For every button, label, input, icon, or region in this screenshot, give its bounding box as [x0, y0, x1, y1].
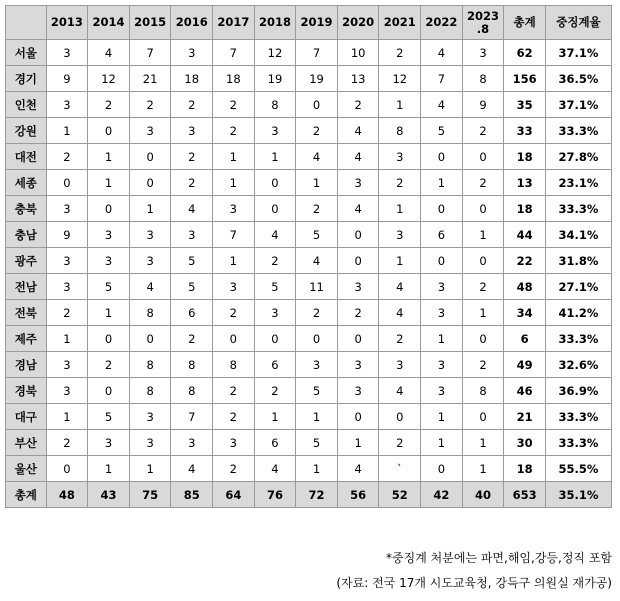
year-value-cell: 0: [46, 456, 88, 482]
region-cell: 광주: [6, 248, 47, 274]
year-value-cell: 0: [213, 326, 255, 352]
year-value-cell: 2: [296, 118, 338, 144]
year-value-cell: 1: [213, 144, 255, 170]
total-cell: 48: [504, 274, 546, 300]
year-value-cell: 1: [46, 118, 88, 144]
table-row: [6, 170, 612, 196]
region-cell: 전북: [6, 300, 47, 326]
year-value-cell: 2: [46, 300, 88, 326]
year-value-cell: 0: [421, 144, 463, 170]
table-row: [6, 430, 612, 456]
region-cell: 부산: [6, 430, 47, 456]
year-value-cell: 52: [379, 482, 421, 508]
year-value-cell: 18: [213, 66, 255, 92]
year-value-cell: 0: [421, 456, 463, 482]
table-row: [6, 300, 612, 326]
year-value-cell: 2: [462, 170, 504, 196]
year-value-cell: 5: [171, 274, 213, 300]
total-cell: 46: [504, 378, 546, 404]
year-value-cell: 4: [379, 300, 421, 326]
year-value-cell: 1: [88, 456, 130, 482]
year-value-cell: 3: [171, 222, 213, 248]
table-row: [6, 222, 612, 248]
year-value-cell: 0: [421, 248, 463, 274]
region-cell: 경북: [6, 378, 47, 404]
year-value-cell: 3: [421, 300, 463, 326]
discipline-table: [5, 5, 612, 508]
table-row: [6, 456, 612, 482]
year-value-cell: 3: [421, 274, 463, 300]
year-value-cell: 2: [213, 456, 255, 482]
year-value-cell: 8: [462, 378, 504, 404]
year-value-cell: 6: [421, 222, 463, 248]
year-value-cell: 8: [129, 378, 171, 404]
year-value-cell: 2: [88, 92, 130, 118]
year-value-cell: 0: [129, 144, 171, 170]
year-value-cell: 1: [88, 144, 130, 170]
year-value-cell: 2: [462, 352, 504, 378]
table-row: [6, 144, 612, 170]
year-value-cell: 1: [379, 248, 421, 274]
year-value-cell: 1: [88, 300, 130, 326]
year-value-cell: 1: [296, 456, 338, 482]
total-cell: 21: [504, 404, 546, 430]
rate-cell: 35.1%: [545, 482, 611, 508]
column-header: 2013: [46, 6, 88, 40]
year-value-cell: 2: [213, 92, 255, 118]
year-value-cell: 12: [88, 66, 130, 92]
year-value-cell: 0: [462, 404, 504, 430]
year-value-cell: 1: [213, 170, 255, 196]
grand-total-row: [6, 482, 612, 508]
year-value-cell: 11: [296, 274, 338, 300]
year-value-cell: 3: [46, 40, 88, 66]
year-value-cell: 4: [337, 456, 379, 482]
year-value-cell: 4: [88, 40, 130, 66]
table-row: [6, 66, 612, 92]
year-value-cell: 8: [254, 92, 296, 118]
year-value-cell: 0: [129, 326, 171, 352]
year-value-cell: 7: [296, 40, 338, 66]
year-value-cell: 5: [171, 248, 213, 274]
year-value-cell: 0: [462, 248, 504, 274]
year-value-cell: 3: [213, 274, 255, 300]
total-cell: 13: [504, 170, 546, 196]
year-value-cell: 10: [337, 40, 379, 66]
year-value-cell: 9: [462, 92, 504, 118]
total-cell: 49: [504, 352, 546, 378]
table-row: [6, 274, 612, 300]
year-value-cell: 3: [213, 430, 255, 456]
year-value-cell: 0: [462, 326, 504, 352]
total-cell: 653: [504, 482, 546, 508]
year-value-cell: 3: [337, 274, 379, 300]
year-value-cell: 12: [254, 40, 296, 66]
year-value-cell: 1: [254, 404, 296, 430]
year-value-cell: 4: [171, 196, 213, 222]
year-value-cell: 3: [46, 352, 88, 378]
year-value-cell: 0: [337, 222, 379, 248]
year-value-cell: 2: [296, 196, 338, 222]
year-value-cell: 2: [296, 300, 338, 326]
year-value-cell: 2: [213, 118, 255, 144]
header-row: [6, 6, 612, 40]
total-cell: 6: [504, 326, 546, 352]
year-value-cell: 1: [213, 248, 255, 274]
year-value-cell: 3: [129, 430, 171, 456]
year-value-cell: 7: [421, 66, 463, 92]
year-value-cell: 1: [296, 404, 338, 430]
year-value-cell: 8: [171, 378, 213, 404]
year-value-cell: 1: [129, 196, 171, 222]
year-value-cell: 4: [129, 274, 171, 300]
column-header: 2021: [379, 6, 421, 40]
year-value-cell: 1: [462, 300, 504, 326]
year-value-cell: 4: [421, 40, 463, 66]
year-value-cell: 0: [46, 170, 88, 196]
year-value-cell: 72: [296, 482, 338, 508]
year-value-cell: 2: [462, 118, 504, 144]
year-value-cell: 3: [379, 144, 421, 170]
total-cell: 18: [504, 196, 546, 222]
column-header: 중징계율: [545, 6, 611, 40]
table-row: [6, 248, 612, 274]
year-value-cell: 5: [296, 222, 338, 248]
year-value-cell: 4: [296, 144, 338, 170]
year-value-cell: 3: [129, 222, 171, 248]
year-value-cell: 2: [379, 170, 421, 196]
year-value-cell: 0: [88, 196, 130, 222]
year-value-cell: 4: [254, 222, 296, 248]
year-value-cell: 4: [337, 118, 379, 144]
region-cell: 강원: [6, 118, 47, 144]
rate-cell: 27.1%: [545, 274, 611, 300]
total-cell: 62: [504, 40, 546, 66]
region-cell: 경기: [6, 66, 47, 92]
year-value-cell: 8: [213, 352, 255, 378]
rate-cell: 36.5%: [545, 66, 611, 92]
year-value-cell: 19: [254, 66, 296, 92]
region-cell: 인천: [6, 92, 47, 118]
year-value-cell: 3: [129, 248, 171, 274]
region-cell: 제주: [6, 326, 47, 352]
year-value-cell: 2: [379, 430, 421, 456]
year-value-cell: 3: [46, 92, 88, 118]
year-value-cell: 8: [129, 352, 171, 378]
rate-cell: 41.2%: [545, 300, 611, 326]
year-value-cell: 4: [171, 456, 213, 482]
total-cell: 156: [504, 66, 546, 92]
year-value-cell: 4: [296, 248, 338, 274]
table-body: [6, 40, 612, 508]
year-value-cell: 6: [254, 430, 296, 456]
year-value-cell: 5: [421, 118, 463, 144]
year-value-cell: 0: [337, 404, 379, 430]
rate-cell: 33.3%: [545, 430, 611, 456]
year-value-cell: 0: [88, 326, 130, 352]
year-value-cell: 7: [213, 222, 255, 248]
total-cell: 30: [504, 430, 546, 456]
column-header: 2016: [171, 6, 213, 40]
year-value-cell: 18: [171, 66, 213, 92]
year-value-cell: 1: [462, 430, 504, 456]
region-cell: 세종: [6, 170, 47, 196]
year-value-cell: 3: [129, 404, 171, 430]
year-value-cell: 0: [254, 196, 296, 222]
year-value-cell: 9: [46, 222, 88, 248]
year-value-cell: 85: [171, 482, 213, 508]
year-value-cell: 21: [129, 66, 171, 92]
year-value-cell: 3: [421, 378, 463, 404]
year-value-cell: 1: [421, 430, 463, 456]
year-value-cell: 1: [46, 404, 88, 430]
year-value-cell: 3: [171, 40, 213, 66]
year-value-cell: 2: [462, 274, 504, 300]
year-value-cell: 2: [129, 92, 171, 118]
year-value-cell: 5: [296, 430, 338, 456]
table-row: [6, 378, 612, 404]
year-value-cell: 13: [337, 66, 379, 92]
region-cell: 전남: [6, 274, 47, 300]
column-header: 총계: [504, 6, 546, 40]
total-cell: 35: [504, 92, 546, 118]
year-value-cell: 1: [379, 196, 421, 222]
year-value-cell: 0: [462, 144, 504, 170]
year-value-cell: 1: [462, 456, 504, 482]
year-value-cell: 2: [254, 248, 296, 274]
year-value-cell: 40: [462, 482, 504, 508]
footnote: *중징계 처분에는 파면,해임,강등,정직 포함: [386, 551, 612, 565]
year-value-cell: 2: [337, 92, 379, 118]
year-value-cell: 1: [46, 326, 88, 352]
column-header: 2022: [421, 6, 463, 40]
year-value-cell: 7: [213, 40, 255, 66]
year-value-cell: 4: [337, 196, 379, 222]
region-cell: 총계: [6, 482, 47, 508]
column-header: 2023 .8: [462, 6, 504, 40]
rate-cell: 33.3%: [545, 404, 611, 430]
rate-cell: 33.3%: [545, 326, 611, 352]
year-value-cell: 0: [88, 378, 130, 404]
column-header: 2014: [88, 6, 130, 40]
year-value-cell: 4: [337, 144, 379, 170]
year-value-cell: 1: [421, 170, 463, 196]
total-cell: 33: [504, 118, 546, 144]
table-row: [6, 40, 612, 66]
year-value-cell: 4: [421, 92, 463, 118]
table-row: [6, 92, 612, 118]
year-value-cell: 6: [254, 352, 296, 378]
year-value-cell: 5: [88, 404, 130, 430]
year-value-cell: 3: [337, 378, 379, 404]
year-value-cell: 3: [421, 352, 463, 378]
year-value-cell: 3: [88, 248, 130, 274]
rate-cell: 34.1%: [545, 222, 611, 248]
rate-cell: 32.6%: [545, 352, 611, 378]
year-value-cell: 9: [46, 66, 88, 92]
year-value-cell: 3: [296, 352, 338, 378]
rate-cell: 37.1%: [545, 92, 611, 118]
rate-cell: 27.8%: [545, 144, 611, 170]
year-value-cell: 3: [88, 430, 130, 456]
year-value-cell: 64: [213, 482, 255, 508]
total-cell: 18: [504, 144, 546, 170]
year-value-cell: 2: [213, 378, 255, 404]
year-value-cell: 3: [46, 378, 88, 404]
year-value-cell: 0: [254, 326, 296, 352]
year-value-cell: 2: [213, 300, 255, 326]
year-value-cell: `: [379, 456, 421, 482]
year-value-cell: 1: [88, 170, 130, 196]
year-value-cell: 3: [213, 196, 255, 222]
year-value-cell: 0: [421, 196, 463, 222]
year-value-cell: 1: [421, 326, 463, 352]
year-value-cell: 7: [129, 40, 171, 66]
total-cell: 18: [504, 456, 546, 482]
year-value-cell: 2: [337, 300, 379, 326]
year-value-cell: 75: [129, 482, 171, 508]
year-value-cell: 3: [254, 300, 296, 326]
year-value-cell: 1: [296, 170, 338, 196]
year-value-cell: 8: [379, 118, 421, 144]
year-value-cell: 3: [337, 170, 379, 196]
region-cell: 대구: [6, 404, 47, 430]
year-value-cell: 1: [421, 404, 463, 430]
year-value-cell: 0: [337, 326, 379, 352]
year-value-cell: 1: [129, 456, 171, 482]
year-value-cell: 7: [171, 404, 213, 430]
year-value-cell: 5: [254, 274, 296, 300]
year-value-cell: 3: [379, 222, 421, 248]
year-value-cell: 2: [213, 404, 255, 430]
year-value-cell: 1: [254, 144, 296, 170]
year-value-cell: 2: [171, 170, 213, 196]
table-row: [6, 326, 612, 352]
region-cell: 울산: [6, 456, 47, 482]
year-value-cell: 3: [88, 222, 130, 248]
year-value-cell: 42: [421, 482, 463, 508]
year-value-cell: 0: [296, 92, 338, 118]
region-cell: 경남: [6, 352, 47, 378]
year-value-cell: 43: [88, 482, 130, 508]
rate-cell: 33.3%: [545, 118, 611, 144]
year-value-cell: 2: [88, 352, 130, 378]
year-value-cell: 6: [171, 300, 213, 326]
table-row: [6, 196, 612, 222]
year-value-cell: 0: [254, 170, 296, 196]
rate-cell: 55.5%: [545, 456, 611, 482]
year-value-cell: 76: [254, 482, 296, 508]
rate-cell: 31.8%: [545, 248, 611, 274]
region-cell: 충북: [6, 196, 47, 222]
year-value-cell: 0: [379, 404, 421, 430]
rate-cell: 37.1%: [545, 40, 611, 66]
year-value-cell: 3: [254, 118, 296, 144]
year-value-cell: 2: [46, 430, 88, 456]
year-value-cell: 8: [129, 300, 171, 326]
column-header: 2017: [213, 6, 255, 40]
total-cell: 44: [504, 222, 546, 248]
year-value-cell: 2: [171, 326, 213, 352]
year-value-cell: 2: [379, 326, 421, 352]
column-header: 2018: [254, 6, 296, 40]
year-value-cell: 19: [296, 66, 338, 92]
source-note: (자료: 전국 17개 시도교육청, 강득구 의원실 재가공): [336, 576, 612, 590]
year-value-cell: 2: [171, 92, 213, 118]
year-value-cell: 8: [462, 66, 504, 92]
year-value-cell: 4: [379, 378, 421, 404]
column-header: 2015: [129, 6, 171, 40]
year-value-cell: 5: [88, 274, 130, 300]
table-row: [6, 352, 612, 378]
year-value-cell: 0: [88, 118, 130, 144]
year-value-cell: 3: [379, 352, 421, 378]
year-value-cell: 2: [46, 144, 88, 170]
year-value-cell: 56: [337, 482, 379, 508]
header-corner: [6, 6, 47, 40]
year-value-cell: 1: [379, 92, 421, 118]
rate-cell: 36.9%: [545, 378, 611, 404]
year-value-cell: 4: [379, 274, 421, 300]
year-value-cell: 12: [379, 66, 421, 92]
region-cell: 서울: [6, 40, 47, 66]
year-value-cell: 3: [46, 196, 88, 222]
region-cell: 충남: [6, 222, 47, 248]
column-header: 2019: [296, 6, 338, 40]
region-cell: 대전: [6, 144, 47, 170]
year-value-cell: 2: [171, 144, 213, 170]
table-row: [6, 404, 612, 430]
year-value-cell: 3: [171, 430, 213, 456]
year-value-cell: 3: [129, 118, 171, 144]
year-value-cell: 0: [296, 326, 338, 352]
year-value-cell: 3: [46, 274, 88, 300]
rate-cell: 33.3%: [545, 196, 611, 222]
year-value-cell: 1: [462, 222, 504, 248]
table-row: [6, 118, 612, 144]
column-header: 2020: [337, 6, 379, 40]
year-value-cell: 3: [171, 118, 213, 144]
year-value-cell: 0: [129, 170, 171, 196]
year-value-cell: 5: [296, 378, 338, 404]
total-cell: 22: [504, 248, 546, 274]
total-cell: 34: [504, 300, 546, 326]
year-value-cell: 48: [46, 482, 88, 508]
year-value-cell: 3: [462, 40, 504, 66]
year-value-cell: 0: [337, 248, 379, 274]
year-value-cell: 2: [379, 40, 421, 66]
year-value-cell: 4: [254, 456, 296, 482]
year-value-cell: 3: [46, 248, 88, 274]
year-value-cell: 0: [462, 196, 504, 222]
year-value-cell: 1: [337, 430, 379, 456]
year-value-cell: 3: [337, 352, 379, 378]
year-value-cell: 2: [254, 378, 296, 404]
rate-cell: 23.1%: [545, 170, 611, 196]
year-value-cell: 8: [171, 352, 213, 378]
